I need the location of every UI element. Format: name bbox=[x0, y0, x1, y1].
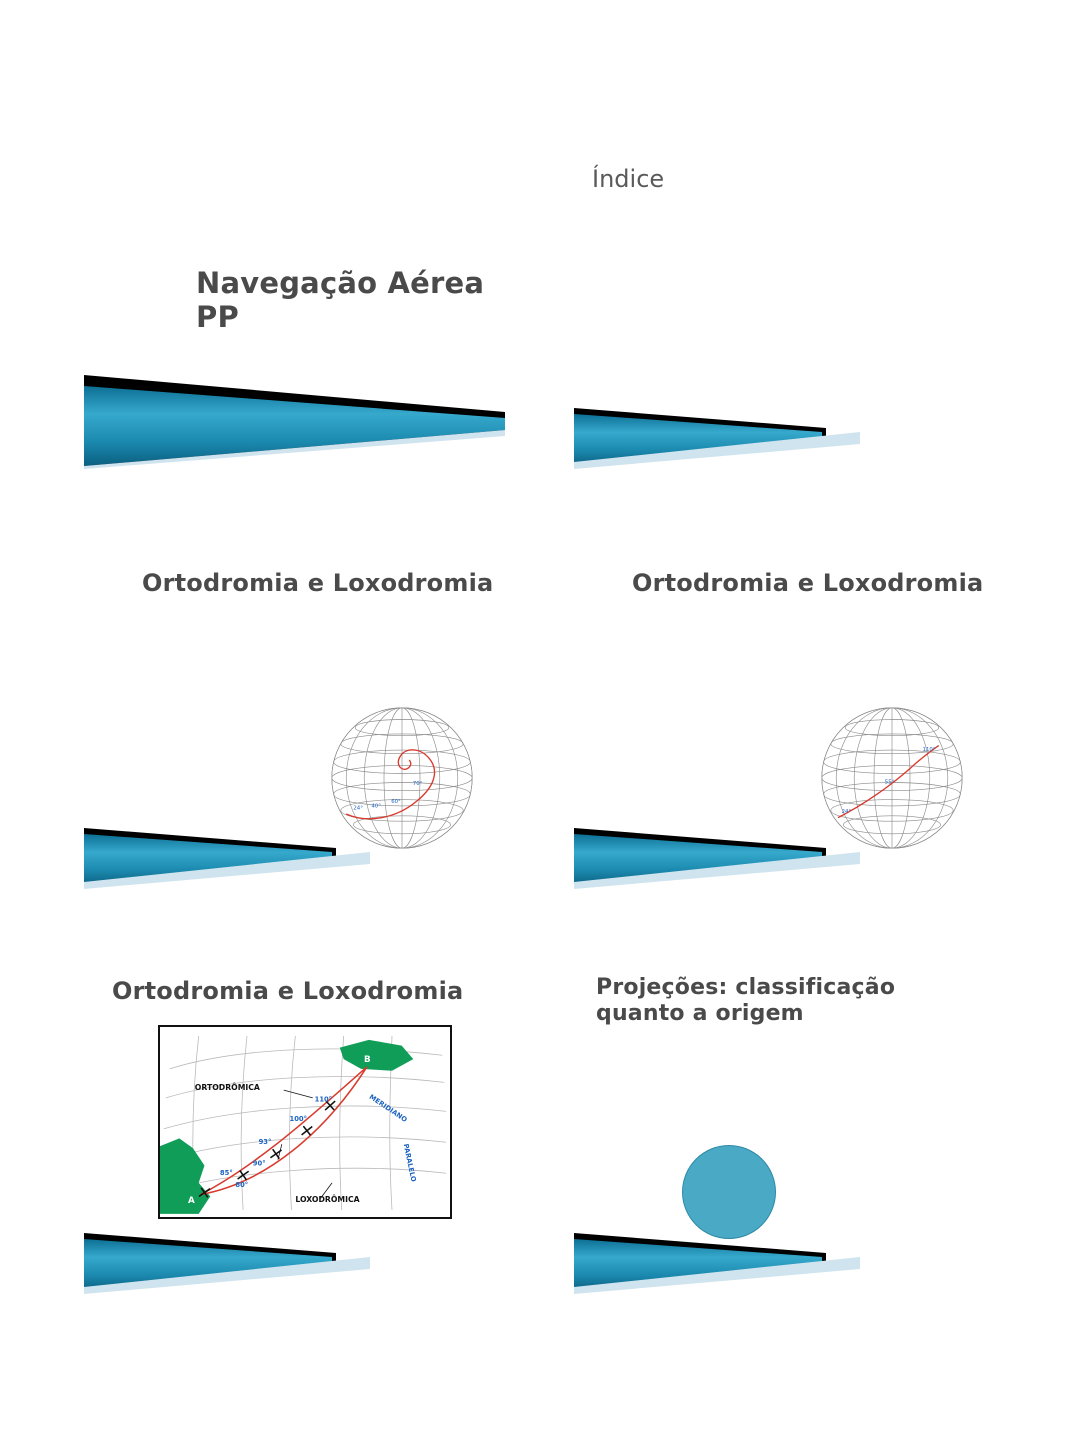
globe-orthodrome-label-1: 55° bbox=[884, 779, 895, 786]
globe-orthodrome bbox=[802, 688, 982, 868]
globe-loxodrome bbox=[312, 688, 492, 868]
map-label-orthodromic: ORTODRÔMICA bbox=[194, 1083, 260, 1093]
map-angle-3: 90° bbox=[252, 1159, 266, 1168]
globe-loxodrome-label-0: 24° bbox=[353, 805, 363, 812]
slide-5-title: Ortodromia e Loxodromia bbox=[112, 977, 464, 1005]
index-header bbox=[592, 165, 664, 193]
slide-1-title: Navegação Aérea PP bbox=[196, 266, 485, 335]
slide-5[interactable] bbox=[70, 965, 520, 1295]
map-point-a: A bbox=[188, 1196, 195, 1207]
globe-loxodrome-label-2: 60° bbox=[391, 799, 401, 806]
projection-circle bbox=[682, 1145, 776, 1239]
slide-2[interactable] bbox=[560, 240, 1010, 475]
index-header-label: Índice bbox=[592, 165, 665, 193]
slide-4-title: Ortodromia e Loxodromia bbox=[632, 569, 984, 597]
map-angle-4: 85° bbox=[219, 1169, 233, 1178]
slide-1[interactable] bbox=[70, 240, 520, 475]
slide-4[interactable] bbox=[560, 545, 1010, 890]
slide-3[interactable] bbox=[70, 545, 520, 890]
map-angle-5: 80° bbox=[235, 1180, 249, 1189]
map-angle-0: 110° bbox=[314, 1095, 333, 1104]
globe-loxodrome-label-3: 70° bbox=[412, 781, 423, 788]
map-label-meridian: MERIDIANO bbox=[367, 1092, 409, 1124]
map-label-parallel: PARALELO bbox=[401, 1142, 418, 1183]
slide-3-title: Ortodromia e Loxodromia bbox=[142, 569, 494, 597]
slide-2-swoosh bbox=[560, 370, 1010, 470]
globe-orthodrome-label-2: 110° bbox=[922, 747, 936, 753]
globe-orthodrome-label-0: 24° bbox=[841, 809, 852, 816]
map-label-loxodromic: LOXODRÔMICA bbox=[295, 1195, 360, 1205]
globe-loxodrome-label-1: 40° bbox=[371, 803, 381, 810]
slide-6[interactable] bbox=[560, 965, 1010, 1295]
map-chart bbox=[158, 1025, 452, 1219]
slide-1-swoosh bbox=[70, 370, 520, 470]
map-angle-1: 100° bbox=[289, 1115, 308, 1124]
map-point-b: B bbox=[363, 1055, 371, 1066]
slide-6-swoosh bbox=[560, 1195, 1010, 1295]
map-angle-2: 93° bbox=[258, 1138, 272, 1147]
slide-6-title: Projeções: classificação quanto a origem bbox=[596, 975, 896, 1026]
